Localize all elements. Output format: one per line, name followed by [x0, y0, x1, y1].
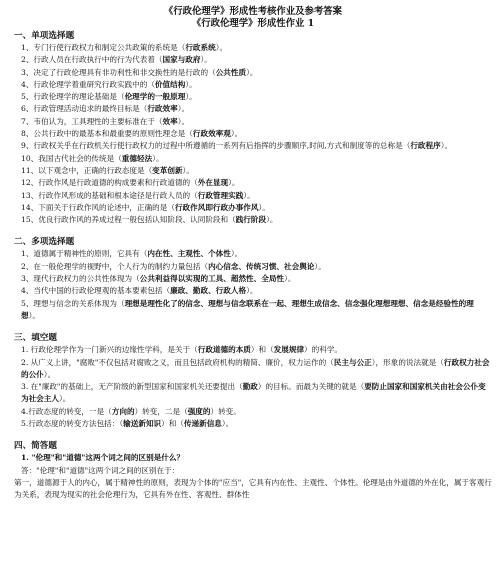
section-heading-multiple-choice: 二、多项选择题	[14, 237, 75, 248]
answer-text: 行政系统	[185, 43, 216, 52]
question-item: 7、韦伯认为，工具理性的主要标准在于（效率）。	[21, 116, 190, 126]
answer-text: 民主与公正	[333, 357, 372, 367]
question-item: 4、当代中国的行政伦理观的基本要素包括（廉政、勤政、行政人格）。	[21, 286, 258, 296]
answer-text: 践行阶段	[235, 215, 267, 225]
answer-text: 行政效率	[147, 104, 178, 114]
question-item: 4、行政伦理学着重研究行政实践中的（价值结构）。	[21, 79, 197, 89]
answer-text: 变革创新	[152, 165, 183, 175]
question-item: 3. 在"廉政"的基础上，无产阶级的新型国家和国家机关还要提出（勤政）的目标。而最为关键的就是（要防止国家和国家机关由社会公仆变为社会主人）。	[21, 382, 486, 404]
answer-text: 勤政	[242, 382, 258, 392]
question-item: 10、我国古代社会的传统是（重德轻法）。	[21, 153, 164, 163]
answer-text: 要防止国家和国家机关由社会公仆变为社会主人	[21, 382, 486, 404]
answer-text: 行政权力社会的公仆	[21, 357, 490, 379]
answer-intro: 答："伦理"和"道德"这两个词之间的区别在于：	[21, 465, 180, 475]
question-item: 1. 行政伦理学作为一门新兴的边缘性学科，是关于（行政道德的本质）和（发展规律）的科学。	[21, 345, 343, 355]
answer-text: 公共利益得以实现的工具、超然性、全局性	[139, 274, 285, 284]
answer-text: 强度的	[187, 406, 211, 416]
question-item	[14, 452, 492, 464]
question-item: 1、专门行使行政权力和制定公共政策的系统是（行政系统）。	[21, 43, 228, 52]
question-item: 8、公共行政中的最基本和最重要的原则性理念是（行政效率观）。	[21, 129, 243, 139]
answer-text: 行政道德的本质	[197, 345, 251, 355]
answer-text: 行政管理实践	[197, 190, 244, 200]
multiple-choice-list	[14, 248, 492, 322]
question-item: 6、行政管理活动追求的最终目标是（行政效率）。	[21, 104, 190, 114]
answer-text: 发展规律	[273, 345, 305, 355]
answer-text: 输送新知识	[123, 419, 162, 429]
section-heading-fill-in: 三、填空题	[14, 333, 57, 344]
answer-text: 国家与政府	[162, 55, 201, 65]
question-item: 3、决定了行政伦理具有非功利性和非交换性的是行政的（公共性质）。	[21, 67, 258, 77]
question-item: 14、下面关于行政作风的论述中，正确的是（行政作风即行政办事作风）。	[21, 202, 270, 212]
answer-text: 伦理学的一般原理	[124, 92, 186, 102]
question-item: 2、在一般伦理学的视野中，个人行为的制约力量包括（内心信念、传统习惯、社会舆论）。	[21, 261, 326, 271]
answer-text: 内在性、主观性、个体性	[147, 249, 231, 259]
answer-text: 内心信念、传统习惯、社会舆论	[208, 261, 315, 271]
question-item: 2. 从广义上讲，"腐败"不仅包括对腐败之义，而且包括政府机构的精简、廉价，权力运作的（民主与公正），形象的说法就是（行政权力社会的公仆）。	[21, 357, 490, 379]
question-item: 15、优良行政作风的养成过程一般包括认知阶段、认同阶段和（践行阶段）。	[21, 215, 278, 225]
answer-text: 行政作风即行政办事作风	[174, 202, 259, 212]
question-item: 5、行政伦理学的理论基础是（伦理学的一般原理）。	[21, 92, 197, 102]
question-item: 5、理想与信念的关系体现为（理想是理性化了的信念、理想与信念联系在一起、理想生成信念、信念强化理想理想、信念是经验性的理想）。	[21, 298, 474, 320]
answer-text: 廉政、勤政、行政人格	[170, 286, 247, 296]
question-item: 11、以下观念中，正确的行政态度是（变革创新）。	[21, 165, 194, 175]
document-subtitle: 《行政伦理学》形成性作业 1	[191, 18, 315, 29]
answer-paragraph: 第一，道德源于人的内心，属于精神性的原则，表现为个体的"应当"，它具有内在性、主观性、个体性。伦理是由外道德的外在化，属于客观行为关系，表现为现实的社会伦理行为，它具有外在性、客观性、群体性	[14, 477, 492, 500]
answer-text: 价值结构	[154, 79, 186, 89]
question-item: 12、行政作风是行政道德的构成要素和行政道德的（外在显现）。	[21, 178, 240, 188]
answer-text: 重德轻法	[121, 153, 153, 163]
answer-text: 外在显现	[197, 178, 229, 188]
question-item: 1、道德属于精神性的原则，它具有（内在性、主观性、个体性）。	[21, 249, 243, 259]
question-item: 2、行政人员在行政执行中的行为代表着（国家与政府）。	[21, 55, 212, 65]
section-heading-single-choice: 一、单项选择题	[14, 31, 75, 41]
question-item: 4.行政态度的转变，一是（方向的）转变，二是（强度的）转变。	[21, 406, 241, 416]
document-title: 《行政伦理学》形成性考核作业及参考答案	[163, 6, 343, 17]
question-text: 1. "伦理"和"道德"这两个词之间的区别是什么？	[21, 453, 185, 463]
answer-text: 理想是理性化了的信念、理想与信念联系在一起、理想生成信念、信念强化理想理想、信念是经验性的理想	[21, 298, 474, 320]
section-heading-short-answer: 四、简答题	[14, 441, 57, 452]
question-item: 9、行政权关乎在行政机关行使行政权力的过程中所遵循的一系列有后指挥的步骤顺序,时间,方式和制度等的总称是（行政程序）。	[21, 141, 453, 151]
question-item: 13、行政作风形成的基础和根本途径是行政人员的（行政管理实践）。	[21, 190, 255, 200]
answer-text: 方向的	[111, 406, 135, 416]
fill-in-list	[14, 344, 492, 430]
answer-text: 公共性质	[215, 67, 247, 77]
question-item: 3、现代行政权力的公共性体现为（公共利益得以实现的工具、超然性、全局性）。	[21, 274, 296, 284]
answer-text: 行政程序	[410, 141, 441, 151]
question-item: 5.行政态度的转变方法包括：（输送新知识）和（传递新信息）。	[21, 419, 234, 429]
answer-text: 传递新信息	[183, 419, 222, 429]
single-choice-list	[14, 42, 492, 226]
answer-text: 效率	[162, 116, 178, 126]
answer-text: 行政效率观	[192, 129, 231, 139]
